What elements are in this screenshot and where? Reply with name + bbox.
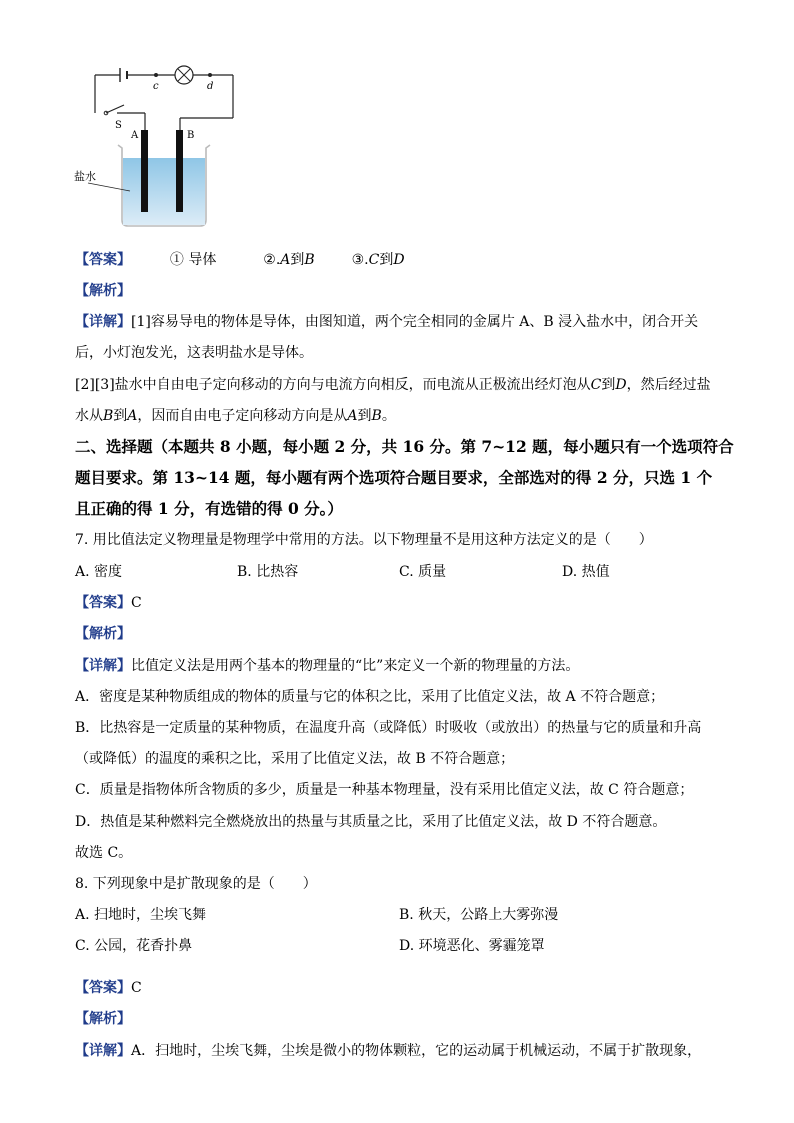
detail-text: [2][3]盐水中自由电子定向移动的方向与电流方向相反，而电流从正极流出经灯泡从 [75,377,591,393]
answer-tag: 【答案】 [75,595,131,611]
detail-line-2: 后，小灯泡发光，这表明盐水是导体。 [75,345,313,361]
q8-option-a[interactable]: A. 扫地时，尘埃飞舞 [75,907,207,923]
detail-text: 到 [357,408,372,424]
detail-tag: 【详解】 [75,314,131,330]
beaker [118,145,210,226]
detail-tag: 【详解】 [75,1043,131,1059]
answer-tag: 【答案】 [75,252,131,268]
label-s: S [115,120,122,131]
label-b: B [187,130,195,141]
detail-var: B [371,408,382,424]
q8-detail-line [75,1041,701,1061]
detail-text: ，因而自由电子定向移动方向是从 [137,408,348,424]
circuit-diagram [70,58,250,228]
lamp-icon [175,66,193,84]
detail-text: 到 [113,408,128,424]
label-d: d [207,81,214,92]
detail-text: [1]容易导电的物体是导体，由图知道，两个完全相同的金属片 A、B 浸入盐水中，闭合开关 [131,314,699,330]
detail-text: 。 [381,408,396,424]
q7-option-a[interactable]: A. 密度 [75,564,123,580]
q7-analysis-tag: 【解析】 [75,626,131,642]
answer-tag: 【答案】 [75,980,131,996]
section-heading-line-2: 题目要求。第 13~14 题，每小题有两个选项符合题目要求，全部选对的得 2 分，只选 1 个 [75,468,713,487]
electrode-a [141,130,148,212]
label-saltwater: 盐水 [74,170,96,183]
detail-line-3 [75,375,711,395]
detail-text: 水从 [75,408,103,424]
detail-var: A [127,408,138,424]
answer-var: C [368,252,380,268]
q7-option-c[interactable]: C. 质量 [399,564,447,580]
q8-option-c[interactable]: C. 公园，花香扑鼻 [75,938,193,954]
electrode-b [176,130,183,212]
q7-option-b[interactable]: B. 比热容 [237,564,299,580]
q7-detail-line: B．比热容是一定质量的某种物质，在温度升高（或降低）时吸收（或放出）的热量与它的质量和升高 [75,720,702,736]
q7-detail-intro [75,656,579,676]
question-8-stem: 8. 下列现象中是扩散现象的是（ ） [75,876,317,892]
answer-value: C [131,980,142,996]
detail-line-4 [75,406,396,426]
q7-detail-line: （或降低）的温度的乘积之比，采用了比值定义法，故 B 不符合题意； [75,751,515,767]
detail-text: 到 [601,377,616,393]
detail-var: D [615,377,627,393]
q8-analysis-tag: 【解析】 [75,1011,131,1027]
detail-text: 比值定义法是用两个基本的物理量的“比”来定义一个新的物理量的方法。 [131,658,580,674]
detail-var: A [347,408,358,424]
q7-option-d[interactable]: D. 热值 [562,564,610,580]
q7-detail-line: 故选 C。 [75,845,133,861]
section-heading-line-3: 且正确的得 1 分，有选错的得 0 分。） [75,499,343,518]
answer-item-1: ① 导体 [169,252,217,268]
detail-var: B [103,408,114,424]
answer-var: A [280,252,291,268]
detail-text: A．扫地时，尘埃飞舞，尘埃是微小的物体颗粒，它的运动属于机械运动，不属于扩散现象， [131,1043,702,1059]
answer-text: 到 [290,252,305,268]
detail-line-1 [75,312,698,332]
answer-var: D [393,252,405,268]
q8-option-d[interactable]: D. 环境恶化、雾霾笼罩 [399,938,545,954]
label-a: A [131,130,139,141]
answer-var: B [304,252,315,268]
q8-answer [75,978,142,998]
label-c: c [153,81,159,92]
detail-var: C [590,377,602,393]
answer-text: 到 [379,252,394,268]
q8-option-b[interactable]: B. 秋天，公路上大雾弥漫 [399,907,559,923]
section-heading-line-1: 二、选择题（本题共 8 小题，每小题 2 分，共 16 分。第 7~12 题，每小题只有一个选项符合 [75,437,734,456]
answer-value: C [131,595,142,611]
question-7-stem: 7. 用比值法定义物理量是物理学中常用的方法。以下物理量不是用这种方法定义的是（ ） [75,532,653,548]
answer-row-1 [75,250,405,270]
q7-detail-line: C．质量是指物体所含物质的多少，质量是一种基本物理量，没有采用比值定义法，故 C 符合题意； [75,782,694,798]
answer-item-3-num: ③. [351,252,369,268]
q7-detail-line: A．密度是某种物质组成的物体的质量与它的体积之比，采用了比值定义法，故 A 不符合题意； [75,689,665,705]
analysis-tag-1: 【解析】 [75,283,131,299]
q7-detail-line: D．热值是某种燃料完全燃烧放出的热量与其质量之比，采用了比值定义法，故 D 不符合题意。 [75,814,667,830]
detail-text: ，然后经过盐 [626,377,711,393]
detail-tag: 【详解】 [75,658,131,674]
answer-item-2-num: ②. [263,252,281,268]
q7-answer [75,593,142,613]
